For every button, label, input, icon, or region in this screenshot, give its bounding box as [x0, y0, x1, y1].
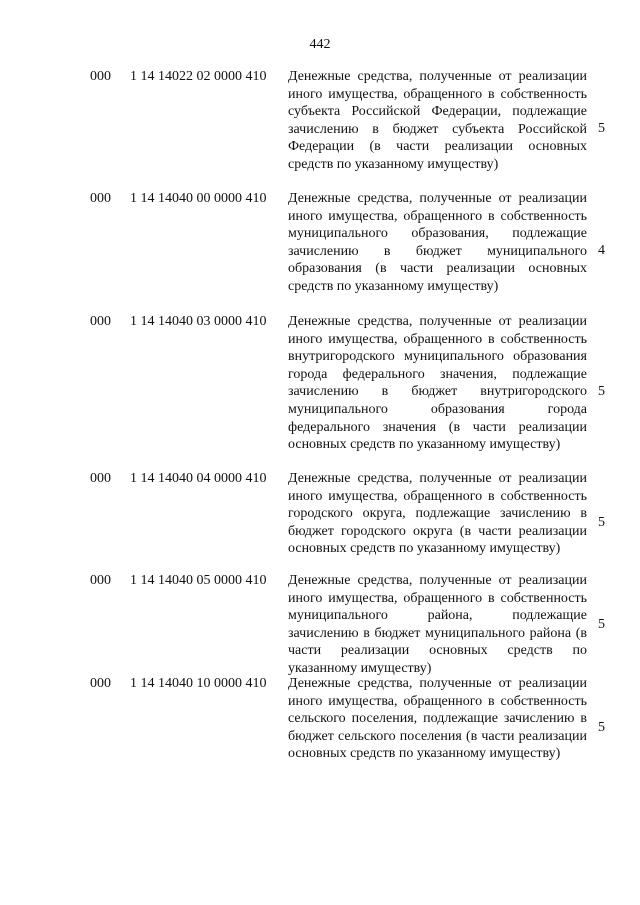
kbk-code: 1 14 14040 03 0000 410: [130, 314, 267, 329]
norm-value: 5: [598, 720, 605, 735]
income-description: Денежные средства, полученные от реализации иного имущества, обращенного в собственность сельского поселения, подлежащие зачислению в бюджет сельского поселения (в части реализации основных средств по указанному имуществу): [288, 676, 587, 762]
income-description: Денежные средства, полученные от реализации иного имущества, обращенного в собственность городского округа, подлежащие зачислению в бюджет городского округа (в части реализации основных средств по указанному имуществу): [288, 471, 587, 557]
income-description: Денежные средства, полученные от реализации иного имущества, обращенного в собственность субъекта Российской Федерации, подлежащие зачислению в бюджет субъекта Российской Федерации (в части реализации основных средств по указанному имуществу): [288, 69, 587, 172]
admin-code: 000: [90, 314, 111, 329]
admin-code: 000: [90, 471, 111, 486]
income-description: Денежные средства, полученные от реализации иного имущества, обращенного в собственность муниципального образования, подлежащие зачислению в бюджет муниципального образования (в части реализации основных средств по указанному имуществу): [288, 191, 587, 294]
norm-value: 5: [598, 121, 605, 136]
kbk-code: 1 14 14022 02 0000 410: [130, 69, 267, 84]
admin-code: 000: [90, 676, 111, 691]
admin-code: 000: [90, 573, 111, 588]
norm-value: 5: [598, 617, 605, 632]
page-number: 442: [309, 37, 331, 52]
norm-value: 5: [598, 515, 605, 530]
admin-code: 000: [90, 191, 111, 206]
kbk-code: 1 14 14040 05 0000 410: [130, 573, 267, 588]
kbk-code: 1 14 14040 10 0000 410: [130, 676, 267, 691]
income-description: Денежные средства, полученные от реализации иного имущества, обращенного в собственность муниципального района, подлежащие зачислению в бюджет муниципального района (в части реализации основных средств по указанному имуществу): [288, 573, 587, 676]
norm-value: 5: [598, 384, 605, 399]
income-description: Денежные средства, полученные от реализации иного имущества, обращенного в собственность внутригородского муниципального образования города федерального значения, подлежащие зачислению в бюджет внутригородского муниципального образования города федерального значения (в части реализации основных средств по указанному имуществу): [288, 314, 587, 453]
kbk-code: 1 14 14040 04 0000 410: [130, 471, 267, 486]
norm-value: 4: [598, 243, 605, 258]
admin-code: 000: [90, 69, 111, 84]
kbk-code: 1 14 14040 00 0000 410: [130, 191, 267, 206]
